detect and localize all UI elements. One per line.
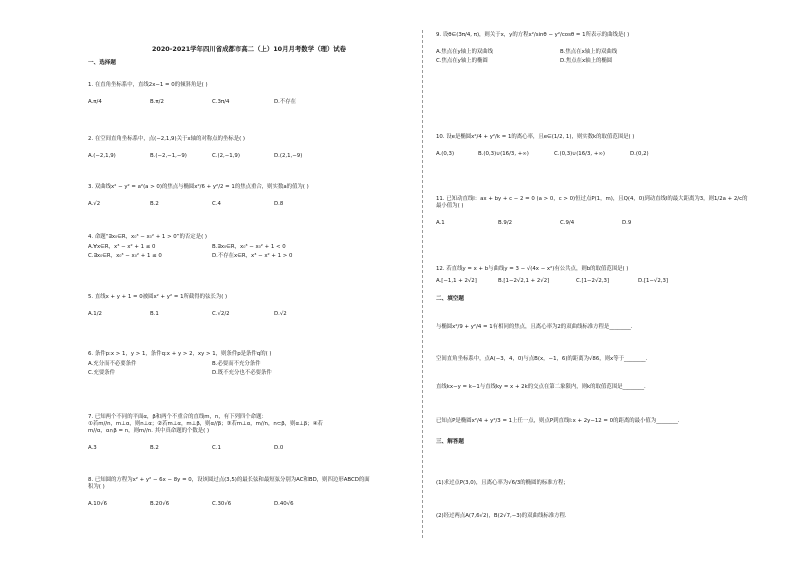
question-stem: 7. 已知两个不同的平面α，β和两个不重合的直线m，n，有下列四个命题： [88,414,267,420]
options [88,153,408,161]
option-b: B.9/2 [498,220,513,226]
option-a: A.3 [88,445,97,451]
option-b: B.∃x₀∈R，x₀³ − x₀² + 1 < 0 [212,244,286,250]
option-d: D.(0,2) [630,151,649,157]
question-stem: 1. 在直角坐标系中，直线2x−1 = 0的倾斜角是( ) [88,82,208,88]
question-8 [88,477,408,509]
option-c: C.∃x₀∈R，x₀³ − x₀² + 1 ≤ 0 [88,253,162,259]
option-b: B.2 [150,445,159,451]
question-stem: 2. 在空间直角坐标系中，点(−2,1,9)关于x轴的对称点的坐标是( ) [88,136,245,142]
option-c: C.4 [212,201,221,207]
fill-question-4: 已知点P是椭圆x²/4 + y²/3 = 1上任一点，则点P到直线l:x + 2y−12 = 0的距离的最小值为________. [436,418,680,424]
option-a: A.∀x∈R，x³ − x² + 1 ≤ 0 [88,244,156,250]
option-b: B.焦点在x轴上的双曲线 [560,49,618,55]
options [88,361,408,377]
option-a: A.(0,3) [436,151,455,157]
question-1 [88,82,408,107]
question-stem: 5. 直线x + y + 1 = 0被圆x² + y² = 1所截得的弦长为( ) [88,294,228,300]
option-a: A.(−2,1,9) [88,153,116,159]
option-b: B.(0,3)∪(16/3, +∞) [478,151,529,157]
question-stem: 3. 双曲线x² − y² = a²(a > 0)的焦点与椭圆x²/6 + y²/2 = 1的焦点重合，则实数a的值为( ) [88,184,309,190]
option-b: B.π/2 [150,99,164,105]
option-a: A.1/2 [88,311,102,317]
question-stem-line-3: m//α，α∩β = n，则m//n. 其中真命题的个数是( ) [88,428,210,434]
option-d: D.(2,1,−9) [274,153,303,159]
option-b: B.2 [150,201,159,207]
question-4 [88,234,408,260]
question-6 [88,351,408,377]
option-d: D.8 [274,201,284,207]
option-d: D.0 [274,445,284,451]
option-b: B.[1−2√2,1 + 2√2] [498,278,550,284]
option-d: D.不存在 [274,99,297,105]
option-c: C.9/4 [560,220,575,226]
question-10 [436,134,766,159]
option-a: A.10√6 [88,501,108,507]
question-stem: 8. 已知圆的方程为x² + y² − 6x − 8y = 0，设该圆过点(3,5)的最长弦和最短弦分别为AC和BD，则四边形ABCD的面 [88,477,370,483]
question-stem-line-2: 积为( ) [88,484,105,490]
question-stem: 6. 条件p:x > 1，y > 1，条件q:x + y > 2，xy > 1，则条件p是条件q的( ) [88,351,272,357]
option-b: B.(−2,−1,−9) [150,153,187,159]
options [88,99,408,107]
answer-question-1: (1)求过点P(3,0)，且离心率为√6/3的椭圆的标准方程； [436,480,569,486]
option-d: D.√2 [274,311,287,317]
question-stem-line-2: 最小值为( ) [436,203,464,209]
options [436,151,766,159]
option-b: B.20√6 [150,501,170,507]
option-d: D.焦点在x轴上的椭圆 [560,58,613,64]
question-stem: 4. 命题“∃x₀∈R，x₀³ − x₀² + 1 > 0”的否定是( ) [88,234,208,240]
question-9 [436,32,766,65]
options [88,201,408,209]
question-2 [88,136,408,161]
option-d: D.9 [622,220,632,226]
answer-question-2: (2)经过两点A(7,6√2)，B(2√7,−3)的双曲线标准方程. [436,513,567,519]
option-c: C.√2/2 [212,311,230,317]
option-a: A.[−1,1 + 2√2] [436,278,477,284]
options [436,278,766,286]
option-a: A.1 [436,220,445,226]
option-a: A.π/4 [88,99,102,105]
option-c: C.3π/4 [212,99,230,105]
fill-question-1: 与椭圆x²/9 + y²/4 = 1有相同的焦点，且离心率为2的双曲线标准方程是________. [436,324,633,330]
section-heading-fill: 二、填空题 [436,296,464,302]
option-c: C.1 [212,445,221,451]
question-stem: 11. 已知动直线l：ax + by + c − 2 = 0 (a > 0，c > 0)恒过点P(1，m)，且Q(4，0)到动直线l的最大距离为3，则1/2a + 2/c的 [436,196,748,202]
option-c: C.充要条件 [88,370,116,376]
option-c: C.30√6 [212,501,232,507]
question-12 [436,266,766,286]
column-divider [422,30,423,538]
section-heading-answer: 三、解答题 [436,439,464,445]
option-c: C.[1−2√2,3] [576,278,610,284]
page-title: 2020-2021学年四川省成都市高二（上）10月月考数学（理）试卷 [151,45,347,53]
question-5 [88,294,408,319]
options [436,220,766,228]
question-stem: 12. 若直线y = x + b与曲线y = 3 − √(4x − x²)有公共点，则b的取值范围是( ) [436,266,629,272]
option-d: D.40√6 [274,501,294,507]
option-c: C.焦点在y轴上的椭圆 [436,58,488,64]
section-heading-choice: 一、选择题 [88,60,116,66]
options [88,311,408,319]
option-c: C.(0,3)∪(16/3, +∞) [554,151,605,157]
question-stem-line-2: ①若m//n，m⊥α，则n⊥α；②若m⊥α，m⊥β，则α//β；③若m⊥α，m//n，n⊂β，则α⊥β；④若 [88,421,323,427]
options [88,244,408,260]
option-b: B.必要而不充分条件 [212,361,261,367]
option-c: C.(2,−1,9) [212,153,240,159]
question-11 [436,196,766,228]
question-stem: 10. 设e是椭圆x²/4 + y²/k = 1的离心率，且e∈(1/2, 1)，则实数k的取值范围是( ) [436,134,635,140]
option-d: D.不存在x∈R，x³ − x² + 1 > 0 [212,253,293,259]
option-a: A.√2 [88,201,101,207]
option-a: A.充分而不必要条件 [88,361,137,367]
fill-question-3: 直线kx−y = k−1与直线ky = x + 2k的交点在第二象限内，则k的取值范围是________. [436,384,646,390]
fill-question-2: 空间直角坐标系中，点A(−3，4，0)与点B(x，−1，6)的距离为√86，则x等于________. [436,356,648,362]
question-7 [88,414,408,453]
option-a: A.焦点在y轴上的双曲线 [436,49,494,55]
question-3 [88,184,408,209]
option-d: D.既不充分也不必要条件 [212,370,272,376]
option-b: B.1 [150,311,159,317]
option-d: D.[1−√2,3] [638,278,669,284]
question-stem: 9. 设θ∈(3π/4, π)，则关于x，y的方程x²/sinθ − y²/cosθ = 1所表示的曲线是( ) [436,32,630,38]
options [88,501,408,509]
options [88,445,408,453]
options [436,49,766,65]
